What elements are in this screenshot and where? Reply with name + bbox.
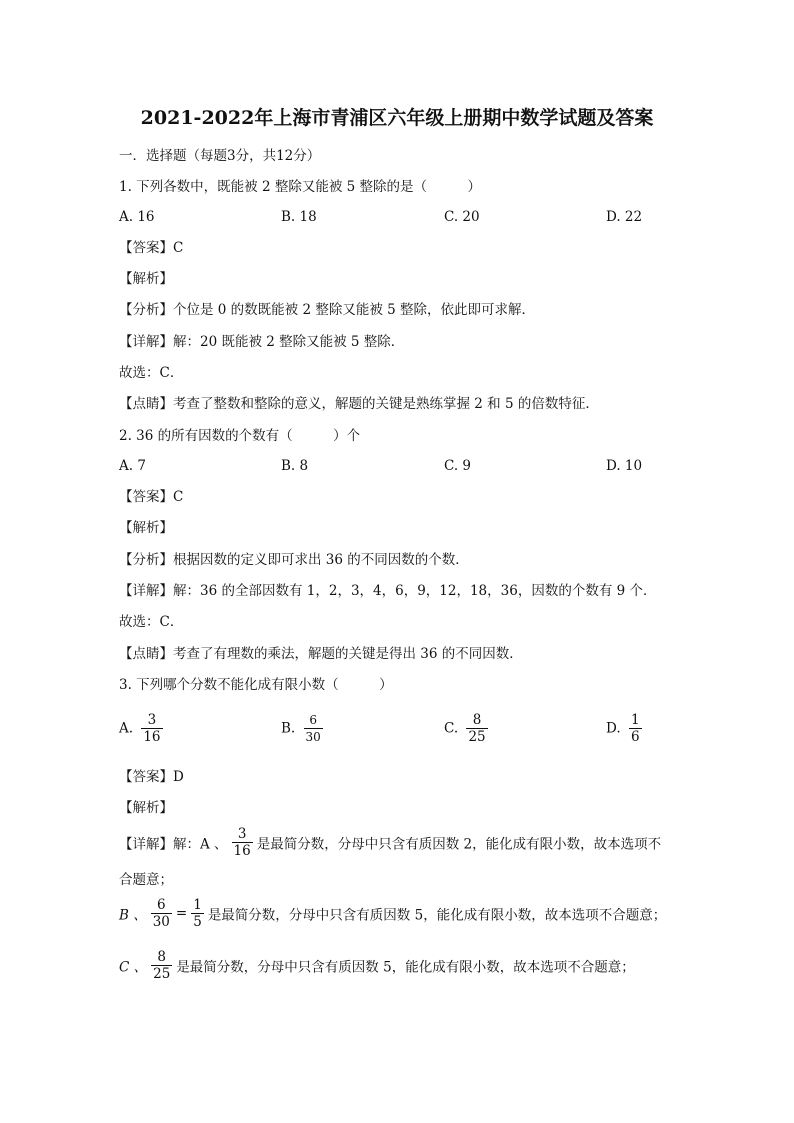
q3-option-a-denominator: 16 [143, 729, 161, 745]
q1-stem: 1. 下列各数中，既能被 2 整除又能被 5 整除的是（ ） [119, 179, 482, 195]
q3-option-c-fraction [466, 712, 487, 745]
q3-detail-c-fraction [151, 949, 172, 982]
q3-option-c [444, 712, 492, 745]
q3-detail-c-numerator: 8 [151, 949, 172, 966]
q3-option-b-fraction [304, 712, 323, 745]
q3-detail-a-text: 是最简分数，分母中只含有质因数 2，能化成有限小数，故本选项不 [256, 836, 662, 853]
q3-option-a [119, 712, 167, 745]
q2-analysis: 【分析】根据因数的定义即可求出 36 的不同因数的个数． [119, 552, 469, 568]
q3-detail-b-numerator-1: 6 [151, 897, 172, 914]
q3-detail-c-text: 是最简分数，分母中只含有质因数 5，能化成有限小数，故本选项不合题意； [176, 959, 635, 976]
q3-option-b-numerator: 6 [304, 712, 323, 729]
q3-detail-a-denominator: 16 [233, 843, 251, 859]
q3-detail-a-prefix: 【详解】解：A 、 [119, 836, 228, 853]
q3-detail-b-denominator-2: 5 [193, 914, 202, 930]
q3-answer: 【答案】D [119, 769, 184, 785]
q3-option-d-numerator: 1 [630, 712, 640, 728]
q2-comment: 【点睛】考查了有理数的乘法，解题的关键是得出 36 的不同因数． [119, 646, 523, 662]
q1-option-c: C. 20 [444, 209, 480, 225]
q3-detail-b-equals: = [175, 905, 188, 922]
q2-option-b: B. 8 [281, 458, 309, 474]
q3-detail-b-numerator-2: 1 [193, 897, 202, 913]
q3-option-d-denominator: 6 [630, 729, 640, 745]
q3-detail-b-prefix: B 、 [119, 907, 147, 924]
q2-analysis-heading: 【解析】 [119, 520, 173, 536]
q3-option-c-denominator: 25 [468, 729, 486, 745]
q3-detail-a-numerator: 3 [232, 826, 253, 843]
q3-detail-a [119, 826, 661, 859]
q2-answer: 【答案】C [119, 489, 184, 505]
q2-detail: 【详解】解：36 的全部因数有 1，2，3，4，6，9，12，18，36，因数的个数有 9 个． [119, 583, 657, 599]
q3-option-a-label: A. [119, 720, 134, 737]
q1-analysis: 【分析】个位是 0 的数既能被 2 整除又能被 5 整除，依此即可求解． [119, 302, 536, 318]
q3-detail-b-denominator-1: 30 [152, 914, 170, 930]
q3-option-a-numerator: 3 [141, 712, 162, 729]
q1-option-a: A. 16 [119, 209, 155, 225]
q3-option-c-numerator: 8 [466, 712, 487, 729]
q1-choose: 故选：C． [119, 365, 184, 381]
q3-analysis-heading: 【解析】 [119, 800, 173, 816]
q3-option-b-denominator: 30 [305, 730, 321, 744]
q3-detail-a-fraction [232, 826, 253, 859]
q1-option-b: B. 18 [281, 209, 317, 225]
q3-detail-a-continued: 合题意； [119, 872, 173, 888]
q3-detail-c-prefix: C 、 [119, 959, 148, 976]
document-title: 2021-2022年上海市青浦区六年级上册期中数学试题及答案 [140, 107, 654, 129]
q1-detail: 【详解】解：20 既能被 2 整除又能被 5 整除． [119, 334, 405, 350]
q1-analysis-heading: 【解析】 [119, 271, 173, 287]
q3-options [119, 712, 679, 752]
q3-stem: 3. 下列哪个分数不能化成有限小数（ ） [119, 677, 393, 693]
section-heading: 一．选择题（每题3分，共12分） [119, 148, 321, 164]
q3-option-a-fraction [141, 712, 162, 745]
q3-option-d-label: D. [606, 720, 621, 737]
q3-detail-b-text: 是最简分数，分母中只含有质因数 5，能化成有限小数，故本选项不合题意； [207, 907, 667, 924]
q3-detail-c [119, 949, 635, 982]
q2-option-c: C. 9 [444, 458, 472, 474]
q2-option-a: A. 7 [119, 458, 146, 474]
q3-option-c-label: C. [444, 720, 459, 737]
q1-option-d: D. 22 [606, 209, 643, 225]
q3-detail-b-fraction-1 [151, 897, 172, 930]
q1-comment: 【点睛】考查了整数和整除的意义，解题的关键是熟练掌握 2 和 5 的倍数特征． [119, 396, 599, 412]
q3-detail-b-fraction-2 [191, 897, 204, 930]
q3-option-b-label: B. [281, 720, 296, 737]
q3-detail-c-denominator: 25 [153, 966, 171, 982]
q2-choose: 故选：C． [119, 614, 184, 630]
q3-option-d [606, 712, 646, 745]
q3-option-d-fraction [629, 712, 642, 745]
q3-detail-b [119, 897, 666, 930]
q3-option-b [281, 712, 327, 745]
q1-answer: 【答案】C [119, 240, 184, 256]
q2-stem: 2. 36 的所有因数的个数有（ ）个 [119, 428, 361, 444]
q2-option-d: D. 10 [606, 458, 643, 474]
